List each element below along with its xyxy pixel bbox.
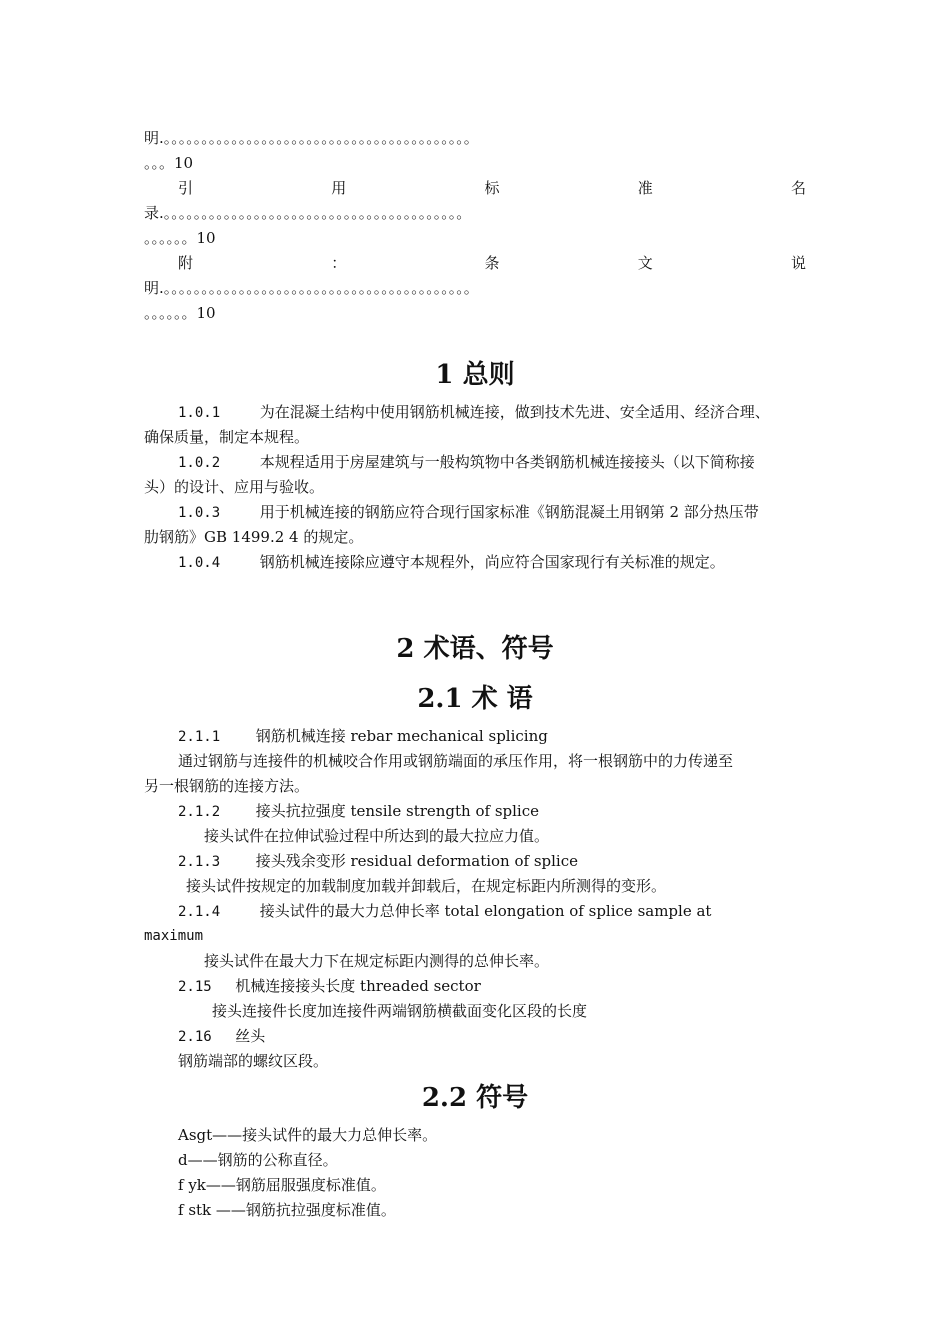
- term-2-1-2-def: 接头试件在拉伸试验过程中所达到的最大拉应力值。: [204, 827, 550, 845]
- term-2-1-5-def: 接头连接件长度加连接件两端钢筋横截面变化区段的长度: [212, 1002, 588, 1020]
- clause-text: 本规程适用于房屋建筑与一般构筑物中各类钢筋机械连接接头（以下简称接: [259, 453, 755, 471]
- toc-entry-2-char: 标: [484, 179, 500, 197]
- term-2-1-3-def: 接头试件按规定的加载制度加载并卸载后，在规定标距内所测得的变形。: [186, 877, 667, 895]
- toc-entry-3-char: 条: [484, 254, 500, 272]
- term-2-1-4: [178, 901, 711, 922]
- term-title: 接头抗拉强度 tensile strength of splice: [255, 802, 540, 820]
- term-2-1-6: [178, 1026, 265, 1047]
- term-number: 2.16: [178, 1029, 212, 1045]
- term-2-1-1-def-cont: 另一根钢筋的连接方法。: [144, 777, 310, 795]
- term-2-1-1: [178, 726, 548, 747]
- clause-number: 1.0.2: [178, 455, 221, 471]
- term-2-1-2: [178, 801, 539, 822]
- toc-entry-2-line-a: 录.。。。。。。。。。。。。。。。。。。。。。。。。。。。。。。。。。。。。。。。。: [144, 204, 472, 222]
- clause-1-0-3: [178, 502, 759, 523]
- clause-text: 钢筋机械连接除应遵守本规程外，尚应符合国家现行有关标准的规定。: [259, 553, 725, 571]
- symbol-asgt: Asgt——接头试件的最大力总伸长率。: [178, 1126, 438, 1144]
- clause-1-0-2-cont: 头）的设计、应用与验收。: [144, 478, 325, 496]
- term-title: 钢筋机械连接 rebar mechanical splicing: [255, 727, 548, 745]
- symbol-d: d——钢筋的公称直径。: [178, 1151, 338, 1169]
- toc-entry-1-line-b: 。。。10: [144, 154, 194, 172]
- toc-entry-2-char: 准: [637, 179, 653, 197]
- term-title: 机械连接接头长度 threaded sector: [235, 977, 481, 995]
- section-2-2-title: 2.2 符号: [421, 1083, 529, 1113]
- toc-entry-3-line-b: 。。。。。。10: [144, 304, 216, 322]
- toc-entry-2-title: [178, 178, 806, 198]
- term-number: 2.1.2: [178, 804, 221, 820]
- chapter-1-title: 1 总则: [435, 360, 515, 390]
- term-2-1-6-def: 钢筋端部的螺纹区段。: [178, 1052, 329, 1070]
- toc-entry-1-line-a: 明.。。。。。。。。。。。。。。。。。。。。。。。。。。。。。。。。。。。。。。。。。: [144, 129, 479, 147]
- term-number: 2.1.1: [178, 729, 221, 745]
- clause-1-0-4: [178, 552, 725, 573]
- chapter-2-title: 2 术语、符号: [396, 634, 554, 664]
- clause-1-0-2: [178, 452, 755, 473]
- term-2-1-5: [178, 976, 481, 997]
- term-title: 接头残余变形 residual deformation of splice: [255, 852, 579, 870]
- toc-entry-3-line-a: 明.。。。。。。。。。。。。。。。。。。。。。。。。。。。。。。。。。。。。。。。。。: [144, 279, 479, 297]
- term-2-1-3: [178, 851, 578, 872]
- toc-entry-3-char: 文: [637, 254, 653, 272]
- clause-1-0-3-cont: 肋钢筋》GB 1499.2 4 的规定。: [144, 528, 364, 546]
- toc-entry-2-char: 名: [790, 179, 806, 197]
- section-2-1-title: 2.1 术 语: [417, 684, 533, 714]
- toc-entry-2-char: 用: [331, 179, 347, 197]
- toc-entry-2-line-b: 。。。。。。10: [144, 229, 216, 247]
- symbol-fyk: f yk——钢筋屈服强度标准值。: [178, 1176, 386, 1194]
- toc-entry-3-char: 附: [178, 254, 194, 272]
- clause-text: 用于机械连接的钢筋应符合现行国家标准《钢筋混凝土用钢第 2 部分热压带: [259, 503, 759, 521]
- term-title: 丝头: [235, 1027, 266, 1045]
- symbol-fstk: f stk ——钢筋抗拉强度标准值。: [178, 1201, 396, 1219]
- toc-entry-3-char: ：: [331, 254, 347, 272]
- clause-1-0-1-cont: 确保质量，制定本规程。: [144, 428, 310, 446]
- term-number: 2.15: [178, 979, 212, 995]
- clause-text: 为在混凝土结构中使用钢筋机械连接，做到技术先进、安全适用、经济合理、: [259, 403, 770, 421]
- toc-entry-2-char: 引: [178, 179, 194, 197]
- toc-entry-3-char: 说: [790, 254, 806, 272]
- clause-number: 1.0.4: [178, 555, 221, 571]
- term-2-1-1-def: 通过钢筋与连接件的机械咬合作用或钢筋端面的承压作用，将一根钢筋中的力传递至: [178, 752, 734, 770]
- clause-number: 1.0.3: [178, 505, 221, 521]
- term-number: 2.1.3: [178, 854, 221, 870]
- term-2-1-4-def: 接头试件在最大力下在规定标距内测得的总伸长率。: [204, 952, 550, 970]
- term-2-1-4-cont: maximum: [144, 928, 204, 944]
- toc-entry-3-title: [178, 253, 806, 273]
- term-title: 接头试件的最大力总伸长率 total elongation of splice sample at: [259, 902, 712, 920]
- clause-1-0-1: [178, 402, 770, 423]
- clause-number: 1.0.1: [178, 405, 221, 421]
- term-number: 2.1.4: [178, 904, 221, 920]
